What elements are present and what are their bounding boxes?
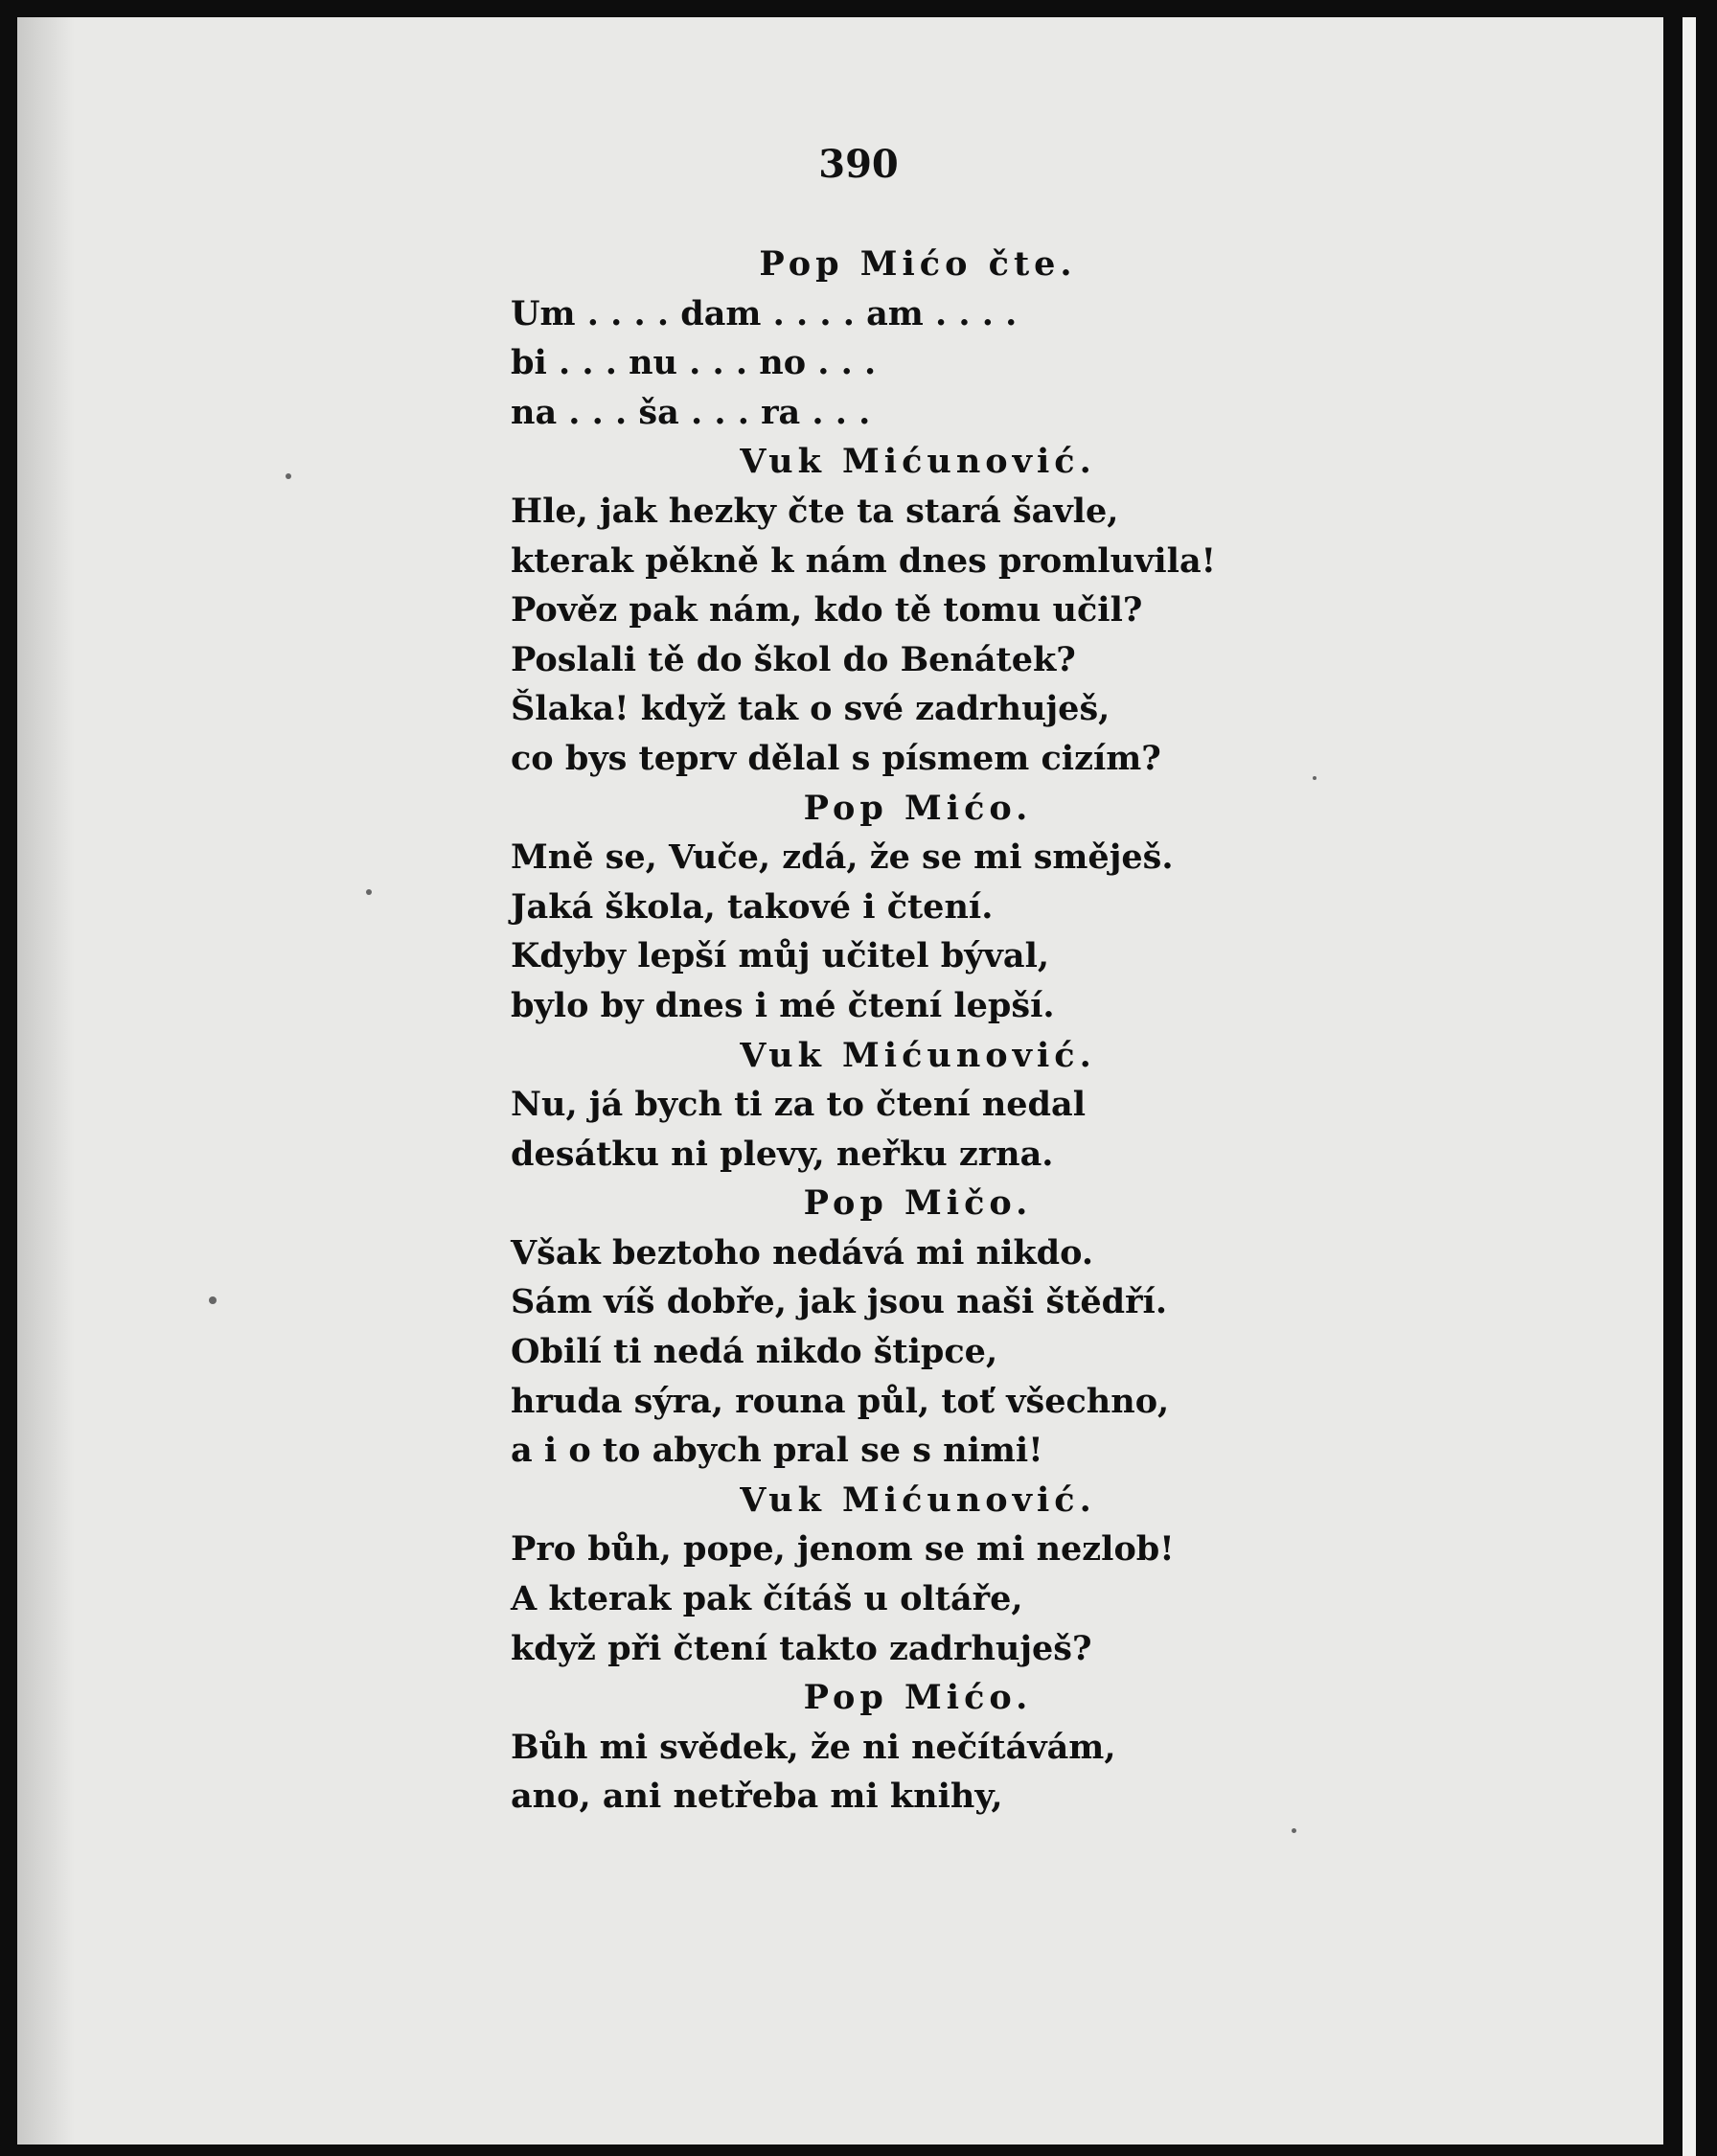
page-shadow (17, 17, 75, 2145)
speaker-heading: Pop Mićo. (803, 788, 1033, 828)
verse-line: Obilí ti nedá nikdo štipce, (511, 1332, 998, 1372)
verse-line: co bys teprv dělal s písmem cizím? (511, 738, 1161, 778)
verse-line: na . . . ša . . . ra . . . (511, 392, 871, 432)
verse-line: Pověz pak nám, kdo tě tomu učil? (511, 590, 1143, 631)
speaker-heading: Pop Mićo čte. (759, 244, 1077, 284)
verse-line: bylo by dnes i mé čtení lepší. (511, 985, 1055, 1025)
verse-line: Jaká škola, takové i čtení. (511, 886, 994, 927)
speaker-heading: Vuk Mićunović. (740, 1035, 1096, 1075)
verse-line: Pro bůh, pope, jenom se mi nezlob! (511, 1529, 1175, 1570)
verse-line: Hle, jak hezky čte ta stará šavle, (511, 491, 1119, 531)
verse-line: Bůh mi svědek, že ni nečítávám, (511, 1727, 1116, 1767)
verse-line: Mně se, Vuče, zdá, že se mi směješ. (511, 837, 1174, 878)
verse-line: desátku ni plevy, neřku zrna. (511, 1134, 1054, 1174)
verse-line: když při čtení takto zadrhuješ? (511, 1628, 1092, 1668)
speaker-heading: Pop Mićo. (803, 1678, 1033, 1718)
scan-speck (286, 473, 291, 479)
verse-line: Kdyby lepší můj učitel býval, (511, 936, 1050, 976)
scan-speck (366, 889, 372, 895)
verse-line: Nu, já bych ti za to čtení nedal (511, 1085, 1087, 1125)
scan-speck (209, 1296, 217, 1304)
speaker-heading: Pop Mičo. (803, 1183, 1033, 1224)
verse-line: Sám víš dobře, jak jsou naši štědří. (511, 1282, 1168, 1322)
speaker-heading: Vuk Mićunović. (740, 442, 1096, 482)
scan-speck (1292, 1828, 1296, 1833)
verse-line: ano, ani netřeba mi knihy, (511, 1777, 1003, 1817)
verse-line: bi . . . nu . . . no . . . (511, 343, 877, 383)
verse-line: Však beztoho nedává mi nikdo. (511, 1232, 1094, 1273)
speaker-heading: Vuk Mićunović. (740, 1479, 1096, 1520)
verse-line: A kterak pak čítáš u oltáře, (511, 1579, 1023, 1619)
verse-line: kterak pěkně k nám dnes promluvila! (511, 540, 1216, 581)
verse-text (511, 240, 1325, 1822)
verse-line: Um . . . . dam . . . . am . . . . (511, 293, 1018, 333)
page-number: 390 (818, 142, 899, 187)
facing-page-edge (1683, 17, 1696, 2156)
verse-line: Šlaka! když tak o své zadrhuješ, (511, 689, 1110, 729)
scan-edge (1663, 17, 1717, 2156)
verse-line: hruda sýra, rouna půl, toť všechno, (511, 1381, 1170, 1421)
verse-line: a i o to abych pral se s nimi! (511, 1431, 1043, 1471)
scan-speck (1313, 776, 1316, 780)
verse-line: Poslali tě do škol do Benátek? (511, 639, 1076, 679)
